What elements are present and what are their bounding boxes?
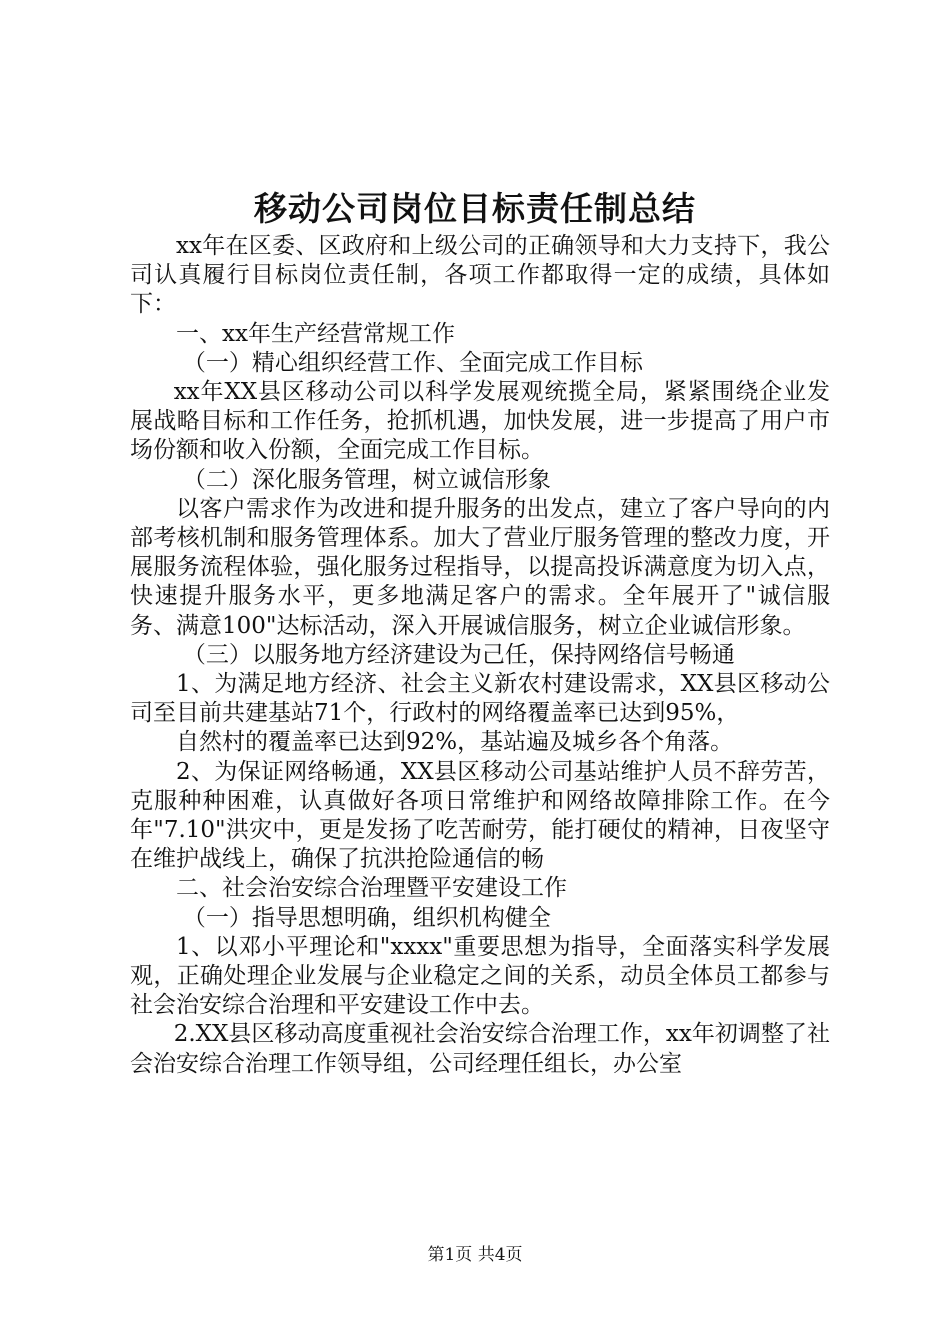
paragraph-network-coverage: 自然村的覆盖率已达到92%，基站遍及城乡各个角落。 (176, 729, 734, 756)
paragraph-service: 以客户需求作为改进和提升服务的出发点，建立了客户导向的内部考核机制和服务管理体系。加大了营业厅服务管理的整改力度，开展服务流程体验，强化服务过程指导，以提高投诉满意度为切入点，快速提升服务水平，更多地满足客户的需求。全年展开了"诚信服务、满意100"达标活动，深入开展诚信服务，树立企业诚信形象。 (130, 495, 830, 639)
paragraph-network-2: 2、为保证网络畅通，XX县区移动公司基站维护人员不辞劳苦，克服种种困难，认真做好各项日常维护和网络故障排除工作。在今年"7.10"洪灾中，更是发扬了吃苦耐劳，能打硬仗的精神，日夜坚守在维护战线上，确保了抗洪抢险通信的畅 (130, 758, 830, 873)
subsection-heading-1-1: （一）精心组织经营工作、全面完成工作目标 (182, 349, 643, 376)
document-body (130, 232, 830, 1079)
subsection-heading-2-1: （一）指导思想明确，组织机构健全 (182, 904, 551, 931)
paragraph-intro: xx年在区委、区政府和上级公司的正确领导和大力支持下，我公司认真履行目标岗位责任制，各项工作都取得一定的成绩，具体如下： (130, 233, 830, 318)
section-heading-1: 一、xx年生产经营常规工作 (176, 320, 455, 347)
paragraph-organization: 2.XX县区移动高度重视社会治安综合治理工作，xx年初调整了社会治安综合治理工作领导组，公司经理任组长，办公室 (130, 1021, 830, 1077)
page-footer: 第1页 共4页 (427, 1245, 523, 1265)
paragraph-business: xx年XX县区移动公司以科学发展观统揽全局，紧紧围绕企业发展战略目标和工作任务，抢抓机遇，加快发展，进一步提高了用户市场份额和收入份额，全面完成工作目标。 (130, 379, 830, 464)
paragraph-guidance: 1、以邓小平理论和"xxxx"重要思想为指导，全面落实科学发展观，正确处理企业发展与企业稳定之间的关系，动员全体员工都参与社会治安综合治理和平安建设工作中去。 (130, 933, 830, 1019)
section-heading-2: 二、社会治安综合治理暨平安建设工作 (176, 875, 567, 902)
subsection-heading-1-3: （三）以服务地方经济建设为己任，保持网络信号畅通 (182, 641, 735, 668)
paragraph-network-1: 1、为满足地方经济、社会主义新农村建设需求，XX县区移动公司至目前共建基站71个，行政村的网络覆盖率已达到95%， (130, 671, 830, 727)
subsection-heading-1-2: （二）深化服务管理，树立诚信形象 (182, 466, 551, 493)
document-title: 移动公司岗位目标责任制总结 (254, 189, 696, 228)
